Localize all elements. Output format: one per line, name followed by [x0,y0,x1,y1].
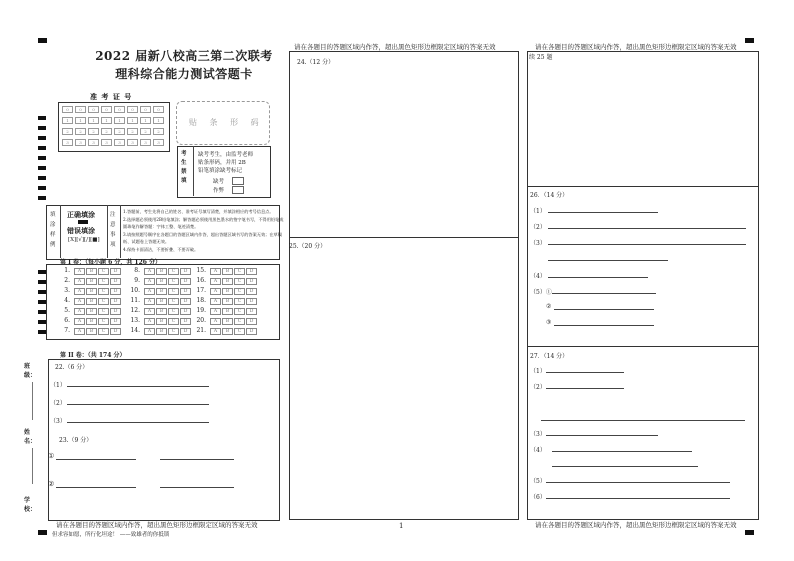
option-bubble[interactable]: D [246,318,257,325]
option-bubble[interactable]: A [210,318,221,325]
option-bubble[interactable]: A [74,318,85,325]
timing-mark [38,116,46,120]
question-number: 12. [130,307,140,314]
option-bubble[interactable]: A [144,328,155,335]
q26-item: （4） [530,273,546,280]
digit-bubble[interactable]: 0 [75,106,86,113]
correct-fill-label: 正确填涂 [67,210,95,219]
option-bubble[interactable]: D [110,308,121,315]
option-bubble[interactable]: B [222,268,233,275]
question-number: 13. [130,317,140,324]
answer-line[interactable] [56,459,136,460]
question-number: 8. [134,267,140,274]
note-line: 圆珠笔作解答题：字体工整、笔迹清楚。 [123,224,199,229]
digit-bubble[interactable]: 0 [101,106,112,113]
digit-bubble[interactable]: 1 [140,117,151,124]
digit-bubble[interactable]: 2 [153,128,164,135]
option-bubble[interactable]: C [168,278,179,285]
answer-line[interactable] [548,244,746,245]
digit-bubble[interactable]: 3 [62,139,73,146]
option-bubble[interactable]: A [74,268,85,275]
admission-number-label: 准 考 证 号 [90,92,133,101]
wrong-fill-label: 错误填涂 [67,226,95,235]
option-bubble[interactable]: C [234,268,245,275]
option-bubble[interactable]: B [156,268,167,275]
option-bubble[interactable]: B [86,278,97,285]
option-bubble[interactable]: A [74,298,85,305]
name-label: 姓名： [24,429,37,445]
option-bubble[interactable]: C [98,268,109,275]
option-bubble[interactable]: A [74,288,85,295]
cheat-checkbox[interactable] [232,186,244,194]
option-bubble[interactable]: B [86,288,97,295]
timing-mark [38,146,46,150]
timing-mark [38,196,46,200]
notice-vertical-label: 考生禁填 [181,151,187,184]
notice-text: 贴条形码，并用 2B [198,160,246,166]
continued-label: 续 25 题 [529,54,553,61]
answer-line[interactable] [552,293,656,294]
note-line: 1.答题前，考生先将自己的姓名、准考证号填写清楚，并填涂相应的考号信息点。 [123,209,274,214]
question-number: 15. [196,267,206,274]
q22-item: （1） [50,382,66,389]
answer-line[interactable] [67,386,209,387]
page-number: 1 [399,522,404,530]
note-line: 纸、试题卷上答题无效。 [123,239,170,244]
option-bubble[interactable]: C [234,308,245,315]
q27-item: （4） [530,447,546,454]
question-number: 19. [196,307,206,314]
option-bubble[interactable]: B [222,298,233,305]
panel3-top-notice: 请在各题目的答题区域内作答，超出黑色矩形边框限定区域的答案无效 [535,43,737,51]
q26-item: （1） [530,208,546,215]
class-field[interactable] [32,382,33,420]
q23-item: ② [48,480,55,488]
question-number: 1. [64,267,70,274]
option-bubble[interactable]: C [234,328,245,335]
answer-line[interactable] [548,277,648,278]
footer-slogan: 但求容如愿，所行化坦途！ ——致雄者的你抵锁 [52,532,170,538]
digit-bubble[interactable]: 0 [88,106,99,113]
timing-mark [38,126,46,130]
option-bubble[interactable]: B [156,318,167,325]
q27-item: （3） [530,431,546,438]
option-bubble[interactable]: B [86,308,97,315]
exam-subtitle: 理科综合能力测试答题卡 [115,67,253,81]
answer-line[interactable] [552,451,692,452]
q24-label: 24.（12 分） [297,59,335,66]
digit-bubble[interactable]: 3 [140,139,151,146]
option-bubble[interactable]: C [98,318,109,325]
option-bubble[interactable]: D [246,268,257,275]
answer-line[interactable] [67,422,209,423]
option-bubble[interactable]: D [180,288,191,295]
q26-item: （2） [530,224,546,231]
panel3-bottom-notice: 请在各题目的答题区域内作答，超出黑色矩形边框限定区域的答案无效 [535,521,737,529]
option-bubble[interactable]: B [156,288,167,295]
digit-bubble[interactable]: 2 [114,128,125,135]
option-bubble[interactable]: A [144,278,155,285]
option-bubble[interactable]: C [168,288,179,295]
q25-label: 25.（20 分） [289,243,327,250]
q27-item: （6） [530,494,546,501]
answer-line[interactable] [548,260,668,261]
option-bubble[interactable]: A [144,288,155,295]
note-line: 4.保持卡面清洁，不要折叠、不要弄破。 [123,246,199,252]
answer-line[interactable] [548,228,746,229]
question-number: 4. [64,297,70,304]
question-number: 3. [64,287,70,294]
option-bubble[interactable]: B [86,298,97,305]
cheat-label: 作弊 [213,188,225,194]
fill-example-vertical-label: 填涂样例 [50,212,56,248]
timing-mark [38,330,46,334]
digit-bubble[interactable]: 0 [140,106,151,113]
timing-mark [38,300,46,304]
timing-mark [38,290,46,294]
question-number: 18. [196,297,206,304]
notes-vertical-label: 注意事项 [110,212,116,248]
option-bubble[interactable]: A [74,278,85,285]
exam-title: 2022 届新八校高三第二次联考 [95,49,273,63]
digit-bubble[interactable]: 2 [75,128,86,135]
answer-line[interactable] [67,404,209,405]
q27-item: （1） [530,368,546,375]
option-bubble[interactable]: D [246,328,257,335]
option-bubble[interactable]: D [110,278,121,285]
digit-bubble[interactable]: 2 [127,128,138,135]
question-number: 17. [196,287,206,294]
notice-text: 铅笔填涂缺考标记 [198,168,243,174]
option-bubble[interactable]: D [246,278,257,285]
question-number: 5. [64,307,70,314]
q26-item: （5）① [530,289,552,296]
wrong-fill-sample: [X][√][/][■] [68,237,100,243]
q23-label: 23.（9 分） [59,437,93,444]
panel2-answer-box [289,51,519,520]
answer-line[interactable] [548,212,658,213]
digit-bubble[interactable]: 2 [140,128,151,135]
panel3-answer-box [527,51,759,520]
option-bubble[interactable]: C [98,278,109,285]
option-bubble[interactable]: D [180,298,191,305]
option-bubble[interactable]: D [180,308,191,315]
option-bubble[interactable]: D [110,328,121,335]
q27-item: （5） [530,478,546,485]
answer-line[interactable] [546,498,730,499]
digit-bubble[interactable]: 1 [114,117,125,124]
option-bubble[interactable]: C [168,328,179,335]
option-bubble[interactable]: A [144,318,155,325]
timing-mark [38,136,46,140]
barcode-sticker-area [176,101,270,145]
option-bubble[interactable]: A [144,268,155,275]
option-bubble[interactable]: D [180,268,191,275]
note-line: 2.选择题必须使用2B铅笔填涂；解答题必须使用黑色墨水的签字笔书写，不得用铅笔或 [123,216,284,222]
question-number: 10. [130,287,140,294]
section1-label: 第 I 卷：（每小题 6 分，共 126 分） [60,259,162,266]
option-bubble[interactable]: C [98,328,109,335]
option-bubble[interactable]: B [156,298,167,305]
digit-bubble[interactable]: 0 [62,106,73,113]
q26-item: （3） [530,240,546,247]
timing-mark [38,530,47,535]
option-bubble[interactable]: B [222,328,233,335]
digit-bubble[interactable]: 1 [75,117,86,124]
option-bubble[interactable]: B [222,288,233,295]
digit-bubble[interactable]: 1 [101,117,112,124]
answer-line[interactable] [554,325,654,326]
option-bubble[interactable]: B [156,278,167,285]
footer-notice: 请在各题目的答题区域内作答，超出黑色矩形边框限定区域的答案无效 [56,521,258,529]
option-bubble[interactable]: A [74,328,85,335]
option-bubble[interactable]: A [74,308,85,315]
digit-bubble[interactable]: 2 [62,128,73,135]
timing-mark [38,156,46,160]
option-bubble[interactable]: A [144,298,155,305]
answer-line[interactable] [546,482,730,483]
option-bubble[interactable]: D [110,268,121,275]
digit-bubble[interactable]: 1 [88,117,99,124]
timing-mark [38,38,47,43]
q22-label: 22.（6 分） [55,364,89,371]
timing-mark [38,166,46,170]
option-bubble[interactable]: D [180,328,191,335]
digit-bubble[interactable]: 3 [75,139,86,146]
digit-bubble[interactable]: 3 [88,139,99,146]
option-bubble[interactable]: B [86,268,97,275]
digit-bubble[interactable]: 1 [62,117,73,124]
option-bubble[interactable]: D [180,278,191,285]
answer-line[interactable] [56,487,136,488]
timing-mark [745,38,754,43]
digit-bubble[interactable]: 0 [114,106,125,113]
name-field[interactable] [32,448,33,484]
option-bubble[interactable]: C [234,278,245,285]
q26-item: ③ [546,319,552,326]
question-number: 9. [134,277,140,284]
option-bubble[interactable]: C [168,318,179,325]
option-bubble[interactable]: B [222,308,233,315]
q26-item: ② [546,303,552,310]
option-bubble[interactable]: B [222,318,233,325]
absent-label: 缺考 [213,179,225,185]
option-bubble[interactable]: D [246,298,257,305]
notice-text: 缺考考生，由监考老师 [198,152,254,158]
digit-bubble[interactable]: 3 [114,139,125,146]
q26-label: 26．（14 分） [530,192,569,199]
q23-item: ① [48,452,55,460]
question-number: 2. [64,277,70,284]
option-bubble[interactable]: A [144,308,155,315]
q27-item: （2） [530,384,546,391]
option-bubble[interactable]: C [234,298,245,305]
option-bubble[interactable]: D [180,318,191,325]
digit-bubble[interactable]: 3 [127,139,138,146]
option-bubble[interactable]: C [98,308,109,315]
option-bubble[interactable]: A [210,288,221,295]
option-bubble[interactable]: C [168,308,179,315]
notes-list [123,208,284,253]
school-label: 学校： [24,497,37,513]
option-bubble[interactable]: C [234,318,245,325]
option-bubble[interactable]: C [98,298,109,305]
q22-item: （2） [50,400,66,407]
answer-line[interactable] [546,435,658,436]
timing-mark [38,270,46,274]
question-number: 6. [64,317,70,324]
digit-bubble[interactable]: 3 [153,139,164,146]
question-number: 16. [196,277,206,284]
option-bubble[interactable]: A [210,328,221,335]
answer-line[interactable] [546,388,624,389]
digit-bubble[interactable]: 1 [127,117,138,124]
option-bubble[interactable]: B [86,328,97,335]
option-bubble[interactable]: D [110,298,121,305]
option-bubble[interactable]: B [156,328,167,335]
answer-line[interactable] [546,372,624,373]
timing-mark [38,310,46,314]
option-bubble[interactable]: A [210,308,221,315]
absent-checkbox[interactable] [232,177,244,185]
digit-bubble[interactable]: 2 [88,128,99,135]
digit-bubble[interactable]: 2 [101,128,112,135]
answer-line[interactable] [160,459,234,460]
option-bubble[interactable]: C [168,268,179,275]
option-bubble[interactable]: B [156,308,167,315]
option-bubble[interactable]: D [110,318,121,325]
digit-bubble[interactable]: 3 [101,139,112,146]
timing-mark [745,530,754,535]
option-bubble[interactable]: D [246,308,257,315]
answer-line[interactable] [552,466,698,467]
option-bubble[interactable]: C [234,288,245,295]
timing-mark [38,280,46,284]
class-label: 班级： [24,363,37,379]
question-number: 14. [130,327,140,334]
question-number: 11. [130,297,140,304]
question-number: 21. [196,327,206,334]
q22-item: （3） [50,418,66,425]
digit-bubble[interactable]: 1 [153,117,164,124]
answer-line[interactable] [554,309,654,310]
timing-mark [38,320,46,324]
sticker-label: 贴 条 形 码 [189,118,264,127]
answer-line[interactable] [160,487,234,488]
section2-label: 第 II 卷：（共 174 分） [60,352,126,359]
option-bubble[interactable]: A [210,268,221,275]
question-number: 7. [64,327,70,334]
option-bubble[interactable]: A [210,298,221,305]
timing-mark [38,176,46,180]
option-bubble[interactable]: D [110,288,121,295]
digit-bubble[interactable]: 0 [153,106,164,113]
answer-line[interactable] [541,420,745,421]
option-bubble[interactable]: B [222,278,233,285]
digit-bubble[interactable]: 0 [127,106,138,113]
option-bubble[interactable]: C [98,288,109,295]
panel2-top-notice: 请在各题目的答题区域内作答，超出黑色矩形边框限定区域的答案无效 [294,43,496,51]
q27-label: 27．（14 分） [530,353,569,360]
correct-fill-sample [78,220,88,224]
option-bubble[interactable]: B [86,318,97,325]
option-bubble[interactable]: C [168,298,179,305]
timing-mark [38,186,46,190]
note-line: 3.请按照题号顺序在各题目的答题区域内作答，超出答题区域书写的答案无效；在草稿 [123,231,282,237]
option-bubble[interactable]: D [246,288,257,295]
question-number: 20. [196,317,206,324]
option-bubble[interactable]: A [210,278,221,285]
